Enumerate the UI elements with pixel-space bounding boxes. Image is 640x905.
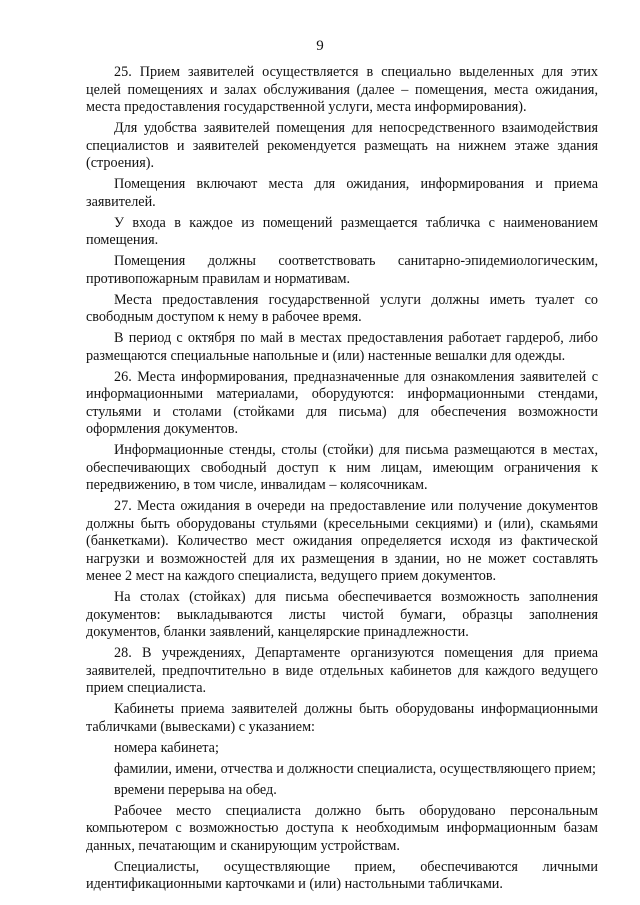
paragraph: 28. В учреждениях, Департаменте организуются помещения для приема заявителей, предпочтительно в виде отдельных кабинетов для каждого ведущего прием специалиста.	[86, 645, 598, 696]
paragraph: На столах (стойках) для письма обеспечивается возможность заполнения документов: выкладываются листы чистой бумаги, образцы заполнения документов, бланки заявлений, канцелярские принадлежности.	[86, 589, 598, 640]
paragraph: В период с октября по май в местах предоставления работает гардероб, либо размещаются специальные напольные и (или) настенные вешалки для одежды.	[86, 330, 598, 364]
list-item: времени перерыва на обед.	[114, 781, 277, 798]
paragraph: Помещения включают места для ожидания, информирования и приема заявителей.	[86, 176, 598, 210]
paragraph: Информационные стенды, столы (стойки) для письма размещаются в местах, обеспечивающих свободный доступ к ним лицам, имеющим ограничения к передвижению, в том числе, инвалидам – колясочникам.	[86, 442, 598, 493]
paragraph: 25. Прием заявителей осуществляется в специально выделенных для этих целей помещениях и залах обслуживания (далее – помещения, места ожидания, места предоставления государственной услуги, места информирования).	[86, 64, 598, 115]
paragraph: Для удобства заявителей помещения для непосредственного взаимодействия специалистов и заявителей рекомендуется размещать на нижнем этаже здания (строения).	[86, 120, 598, 171]
paragraph: Помещения должны соответствовать санитарно-эпидемиологическим, противопожарным правилам и нормативам.	[86, 253, 598, 287]
list-item: номера кабинета;	[114, 739, 219, 756]
paragraph: Кабинеты приема заявителей должны быть оборудованы информационными табличками (вывесками) с указанием:	[86, 701, 598, 735]
paragraph: Специалисты, осуществляющие прием, обеспечиваются личными идентификационными карточками и (или) настольными табличками.	[86, 858, 598, 892]
paragraph: Рабочее место специалиста должно быть оборудовано персональным компьютером с возможностью доступа к необходимым информационным базам данных, печатающим и сканирующим устройствам.	[86, 802, 598, 854]
paragraph: 27. Места ожидания в очереди на предоставление или получение документов должны быть оборудованы стульями (кресельными секциями) и (или), скамьями (банкетками). Количество мест ожидания определяется исходя из фактической нагрузки и возможностей для их размещения в здании, но не может составлять менее 2 мест на каждого специалиста, ведущего прием документов.	[86, 498, 598, 584]
document-body	[86, 64, 598, 894]
paragraph: 26. Места информирования, предназначенные для ознакомления заявителей с информационными материалами, оборудуются: информационными стендами, стульями и столами (стойками для письма) для обеспечения возможности оформления документов.	[86, 368, 598, 437]
paragraph: У входа в каждое из помещений размещается табличка с наименованием помещения.	[86, 214, 598, 248]
page-number: 9	[316, 38, 324, 54]
list-item: фамилии, имени, отчества и должности специалиста, осуществляющего прием;	[114, 760, 596, 777]
paragraph: Места предоставления государственной услуги должны иметь туалет со свободным доступом к нему в рабочее время.	[86, 291, 598, 325]
